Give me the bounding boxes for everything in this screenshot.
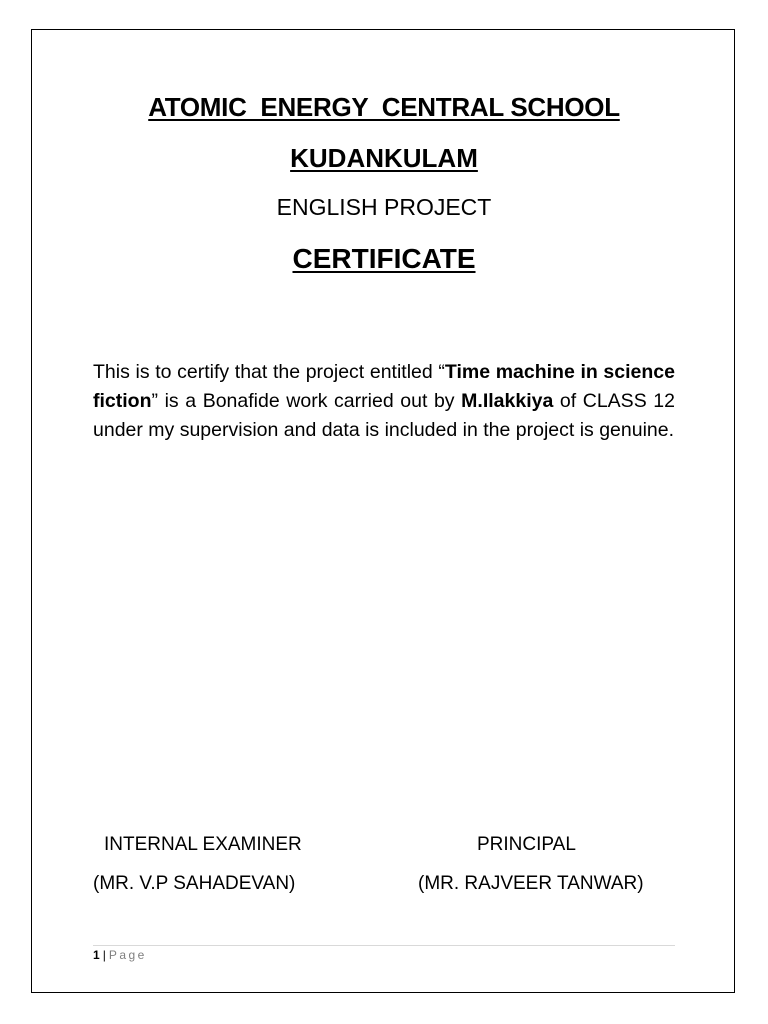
page-footer	[93, 948, 147, 962]
project-label: ENGLISH PROJECT	[276, 194, 492, 220]
principal-name: (MR. RAJVEER TANWAR)	[418, 873, 644, 894]
page-word: Page	[108, 948, 147, 962]
school-name: ATOMIC ENERGY CENTRAL SCHOOL	[148, 92, 620, 122]
student-name: M.Ilakkiya	[461, 390, 554, 412]
certificate-text-part1: This is to certify that the project entitled “	[93, 361, 445, 383]
page-number: 1	[93, 948, 100, 962]
principal-title: PRINCIPAL	[477, 834, 576, 855]
certificate-text-part3: of CLASS 12 under my supervision and data is included in the project is genuine.	[93, 390, 675, 441]
certificate-text-part2: ” is a Bonafide work carried out by	[151, 390, 462, 412]
certificate-title: CERTIFICATE	[292, 243, 476, 274]
certificate-body	[93, 358, 675, 445]
examiner-name: (MR. V.P SAHADEVAN)	[93, 873, 296, 894]
footer-divider	[93, 945, 675, 946]
page-separator: |	[102, 948, 106, 962]
project-title: Time machine in science fiction	[93, 361, 675, 412]
examiner-title: INTERNAL EXAMINER	[104, 834, 302, 855]
school-place: KUDANKULAM	[290, 143, 478, 173]
